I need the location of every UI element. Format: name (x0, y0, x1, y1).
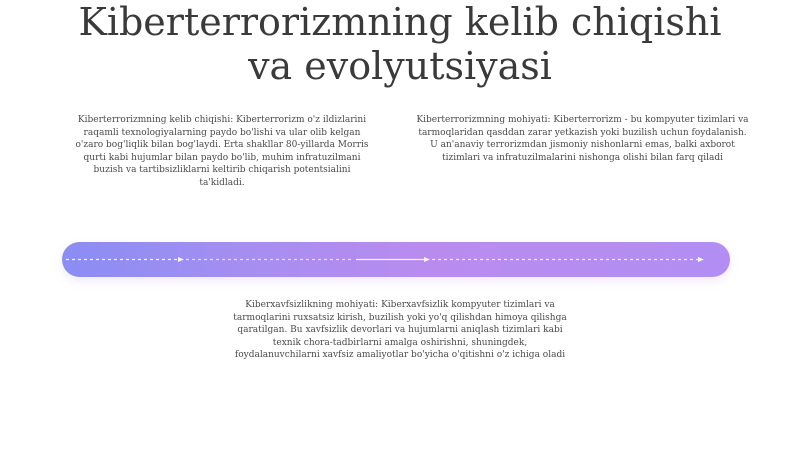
timeline-arrow-head (698, 257, 704, 262)
timeline-bar (62, 242, 730, 277)
slide-title-line-1: Kiberterrorizmning kelib chiqishi (78, 0, 722, 44)
timeline-arrow-head (178, 257, 184, 262)
timeline-arrow-head (424, 257, 430, 262)
text-block-origin: Kiberterrorizmning kelib chiqishi: Kiberterrorizm o'z ildizlarini raqamli texnologiyalarning paydo bo'lishi va ular olib kelgan o'zaro bog'liqlik bilan bog'laydi. Erta shakllar 80-yillarda Morris qurti kabi hujumlar bilan paydo bo'lib, muhim infratuzilmani buzish va tartibsizliklarni keltirib chiqarish potentsialini ta'kidladi. (75, 115, 369, 188)
slide-title (0, 0, 800, 88)
slide-title-line-2: va evolyutsiyasi (248, 44, 552, 88)
timeline-arrows (62, 242, 730, 277)
text-block-cybersecurity: Kiberxavfsizlikning mohiyati: Kiberxavfsizlik kompyuter tizimlari va tarmoqlarini ruxsatsiz kirish, buzilish yoki yo'q qilishdan himoya qilishga qaratilgan. Bu xavfsizlik devorlari va hujumlarni aniqlash tizimlari kabi texnik chora-tadbirlarni amalga oshirishni, shuningdek, foydalanuvchilarni xavfsiz amaliyotlar bo'yicha o'qitishni o'z ichiga oladi (233, 300, 567, 360)
text-block-essence: Kiberterrorizmning mohiyati: Kiberterrorizm - bu kompyuter tizimlari va tarmoqlaridan qasddan zarar yetkazish yoki buzilish uchun foydalanish. U an'anaviy terrorizmdan jismoniy nishonlarni emas, balki axborot tizimlari va infratuzilmalarini nishonga olishi bilan farq qiladi (416, 115, 749, 163)
